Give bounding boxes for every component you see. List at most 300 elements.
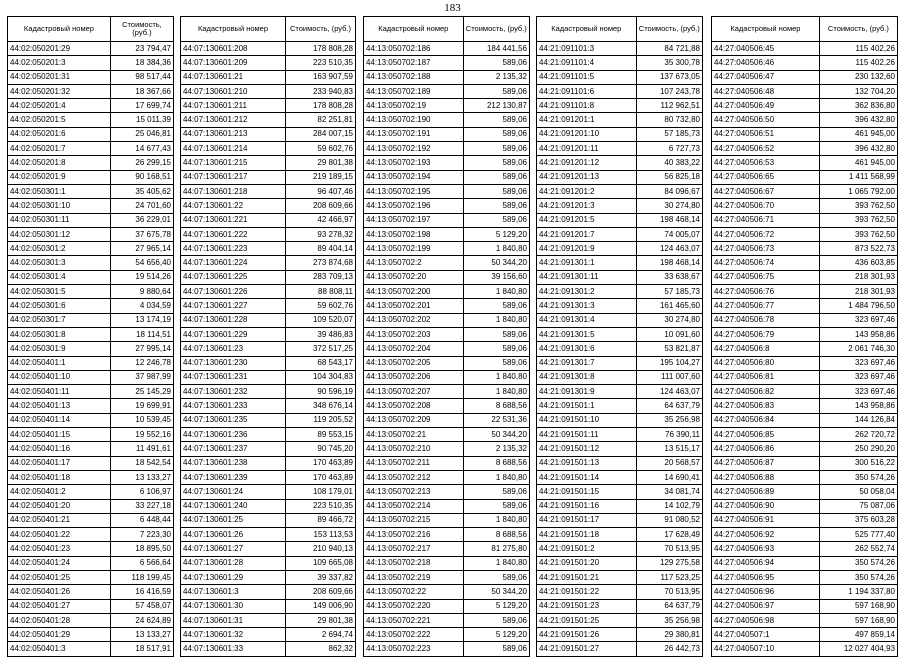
table-row <box>8 285 174 299</box>
cadastral-number: 44:07:130601:233 <box>181 399 286 413</box>
cadastral-number: 44:21:091201:12 <box>537 156 637 170</box>
table-row <box>712 270 898 284</box>
cost-value: 323 697,46 <box>819 356 897 370</box>
table-row <box>8 184 174 198</box>
table-row <box>537 399 703 413</box>
cost-value: 1 840,80 <box>463 470 529 484</box>
cost-value: 37 675,78 <box>110 227 173 241</box>
table-row <box>364 370 530 384</box>
table-row <box>537 184 703 198</box>
table-row <box>8 56 174 70</box>
cost-value: 19 552,16 <box>110 428 173 442</box>
cadastral-number: 44:27:040506:50 <box>712 113 820 127</box>
cost-value: 589,06 <box>463 170 529 184</box>
cost-value: 170 463,89 <box>286 456 356 470</box>
table-row <box>537 313 703 327</box>
cadastral-number: 44:07:130601:26 <box>181 528 286 542</box>
table-row <box>364 399 530 413</box>
cadastral-number: 44:21:091501:25 <box>537 613 637 627</box>
cost-value: 393 762,50 <box>819 213 897 227</box>
table-row <box>537 470 703 484</box>
cadastral-number: 44:21:091501:27 <box>537 642 637 656</box>
cost-value: 218 301,93 <box>819 270 897 284</box>
table-row <box>181 385 356 399</box>
cadastral-number: 44:27:040506:86 <box>712 442 820 456</box>
cost-value: 8 688,56 <box>463 399 529 413</box>
cost-value: 143 958,86 <box>819 399 897 413</box>
cost-value: 18 367,66 <box>110 84 173 98</box>
cost-value: 8 688,56 <box>463 456 529 470</box>
table-row <box>537 242 703 256</box>
table-row <box>537 613 703 627</box>
cost-value: 436 603,85 <box>819 256 897 270</box>
cadastral-number: 44:07:130601:209 <box>181 56 286 70</box>
cost-value: 2 135,32 <box>463 70 529 84</box>
cadastral-number: 44:27:040506:8 <box>712 342 820 356</box>
cadastral-number: 44:02:050401:23 <box>8 542 111 556</box>
cost-value: 1 840,80 <box>463 313 529 327</box>
cost-value: 589,06 <box>463 499 529 513</box>
cost-value: 208 609,66 <box>286 585 356 599</box>
cadastral-number: 44:13:050702:205 <box>364 356 464 370</box>
cadastral-number: 44:13:050702:209 <box>364 413 464 427</box>
cost-value: 589,06 <box>463 184 529 198</box>
table-row <box>537 285 703 299</box>
cadastral-number: 44:13:050702:22 <box>364 585 464 599</box>
cost-value: 1 840,80 <box>463 285 529 299</box>
table-row <box>181 184 356 198</box>
table-row <box>712 470 898 484</box>
table-row <box>537 256 703 270</box>
cost-value: 2 135,32 <box>463 442 529 456</box>
cadastral-number: 44:21:091101:3 <box>537 42 637 56</box>
cadastral-number: 44:13:050702:192 <box>364 142 464 156</box>
cost-value: 525 777,40 <box>819 528 897 542</box>
cadastral-number: 44:21:091501:16 <box>537 499 637 513</box>
cost-value: 30 274,80 <box>636 313 702 327</box>
cadastral-number: 44:13:050702:188 <box>364 70 464 84</box>
cadastral-number: 44:21:091201:2 <box>537 184 637 198</box>
cadastral-number: 44:07:130601:29 <box>181 570 286 584</box>
cost-value: 39 156,60 <box>463 270 529 284</box>
table-row <box>181 170 356 184</box>
cadastral-number: 44:21:091501:15 <box>537 485 637 499</box>
cadastral-number: 44:21:091201:11 <box>537 142 637 156</box>
table-row <box>364 642 530 656</box>
cost-value: 33 638,67 <box>636 270 702 284</box>
cadastral-number: 44:13:050702:189 <box>364 84 464 98</box>
table-row <box>537 299 703 313</box>
cost-value: 124 463,07 <box>636 385 702 399</box>
cost-value: 54 656,40 <box>110 256 173 270</box>
cost-value: 19 699,91 <box>110 399 173 413</box>
table-row <box>364 613 530 627</box>
cadastral-number: 44:21:091301:8 <box>537 370 637 384</box>
cadastral-number: 44:13:050702:204 <box>364 342 464 356</box>
cadastral-number: 44:21:091501:10 <box>537 413 637 427</box>
cost-value: 20 568,57 <box>636 456 702 470</box>
cost-value: 27 995,14 <box>110 342 173 356</box>
table-row <box>712 342 898 356</box>
header-cost: Стоимость, (руб.) <box>463 17 529 42</box>
cadastral-number: 44:27:040506:79 <box>712 327 820 341</box>
table-row <box>181 313 356 327</box>
cadastral-number: 44:27:040506:95 <box>712 570 820 584</box>
cadastral-number: 44:02:050201:7 <box>8 142 111 156</box>
cost-value: 589,06 <box>463 84 529 98</box>
table-row <box>364 585 530 599</box>
cadastral-number: 44:02:050301:12 <box>8 227 111 241</box>
cost-value: 1 840,80 <box>463 385 529 399</box>
cost-value: 589,06 <box>463 642 529 656</box>
cost-value: 178 808,28 <box>286 99 356 113</box>
cadastral-number: 44:07:130601:230 <box>181 356 286 370</box>
table-row <box>181 227 356 241</box>
cost-value: 90 168,51 <box>110 170 173 184</box>
table-row <box>712 485 898 499</box>
cost-value: 109 665,08 <box>286 556 356 570</box>
cost-value: 283 709,13 <box>286 270 356 284</box>
cost-value: 42 466,97 <box>286 213 356 227</box>
table-row <box>712 542 898 556</box>
cost-value: 15 011,39 <box>110 113 173 127</box>
cost-value: 56 825,18 <box>636 170 702 184</box>
cost-value: 273 874,68 <box>286 256 356 270</box>
cost-value: 50 344,20 <box>463 585 529 599</box>
table-row <box>364 184 530 198</box>
table-row <box>712 585 898 599</box>
cost-value: 14 677,43 <box>110 142 173 156</box>
cost-value: 362 836,80 <box>819 99 897 113</box>
cost-value: 24 701,60 <box>110 199 173 213</box>
table-row <box>8 385 174 399</box>
cadastral-number: 44:07:130601:212 <box>181 113 286 127</box>
table-row <box>181 570 356 584</box>
table-row <box>8 170 174 184</box>
cadastral-number: 44:02:050201:31 <box>8 70 111 84</box>
cadastral-number: 44:13:050702:202 <box>364 313 464 327</box>
cost-value: 348 676,14 <box>286 399 356 413</box>
table-row <box>181 613 356 627</box>
cost-value: 112 962,51 <box>636 99 702 113</box>
cadastral-number: 44:27:040506:92 <box>712 528 820 542</box>
table-row <box>181 42 356 56</box>
table-row <box>364 199 530 213</box>
cost-value: 18 384,36 <box>110 56 173 70</box>
table-row <box>537 270 703 284</box>
table-row <box>8 556 174 570</box>
header-cost: Стоимость, (руб.) <box>110 17 173 42</box>
table-row <box>181 470 356 484</box>
cadastral-number: 44:13:050702:221 <box>364 613 464 627</box>
table-row <box>364 385 530 399</box>
cadastral-number: 44:07:130601:223 <box>181 242 286 256</box>
table-row <box>537 56 703 70</box>
cost-value: 12 246,78 <box>110 356 173 370</box>
cost-value: 233 940,83 <box>286 84 356 98</box>
cadastral-number: 44:13:050702:219 <box>364 570 464 584</box>
cadastral-number: 44:02:050401:22 <box>8 528 111 542</box>
cadastral-number: 44:13:050702:21 <box>364 428 464 442</box>
cadastral-number: 44:21:091301:6 <box>537 342 637 356</box>
cadastral-number: 44:21:091501:17 <box>537 513 637 527</box>
table-row <box>537 385 703 399</box>
cost-value: 13 133,27 <box>110 628 173 642</box>
cost-value: 57 185,73 <box>636 127 702 141</box>
table-row <box>8 156 174 170</box>
cadastral-number: 44:13:050702:187 <box>364 56 464 70</box>
cost-value: 27 965,14 <box>110 242 173 256</box>
cadastral-number: 44:13:050702:195 <box>364 184 464 198</box>
table-row <box>712 213 898 227</box>
cost-value: 18 517,91 <box>110 642 173 656</box>
cost-value: 37 987,99 <box>110 370 173 384</box>
cost-value: 589,06 <box>463 56 529 70</box>
header-cost: Стоимость, (руб.) <box>819 17 897 42</box>
cost-value: 25 145,29 <box>110 385 173 399</box>
cost-value: 1 840,80 <box>463 556 529 570</box>
table-row <box>712 99 898 113</box>
cadastral-number: 44:27:040506:45 <box>712 42 820 56</box>
cost-value: 323 697,46 <box>819 370 897 384</box>
table-row <box>537 342 703 356</box>
cost-value: 74 005,07 <box>636 227 702 241</box>
cadastral-number: 44:02:050201:29 <box>8 42 111 56</box>
cost-value: 497 859,14 <box>819 628 897 642</box>
cost-value: 178 808,28 <box>286 42 356 56</box>
cadastral-number: 44:27:040506:48 <box>712 84 820 98</box>
cost-value: 119 205,52 <box>286 413 356 427</box>
table-row <box>8 84 174 98</box>
table-row <box>364 256 530 270</box>
table-row <box>8 313 174 327</box>
cadastral-number: 44:07:130601:239 <box>181 470 286 484</box>
table-row <box>712 356 898 370</box>
cadastral-number: 44:07:130601:24 <box>181 485 286 499</box>
table-row <box>181 84 356 98</box>
cadastral-number: 44:13:050702:216 <box>364 528 464 542</box>
table-row <box>537 227 703 241</box>
table-row <box>712 327 898 341</box>
table-row <box>364 470 530 484</box>
cadastral-number: 44:07:130601:22 <box>181 199 286 213</box>
cost-value: 144 126,84 <box>819 413 897 427</box>
cost-value: 84 096,67 <box>636 184 702 198</box>
header-cadastral: Кадастровый номер <box>181 17 286 42</box>
cadastral-number: 44:07:130601:28 <box>181 556 286 570</box>
table-row <box>364 84 530 98</box>
cadastral-number: 44:27:040506:49 <box>712 99 820 113</box>
table-row <box>364 528 530 542</box>
cost-value: 589,06 <box>463 199 529 213</box>
cost-value: 323 697,46 <box>819 385 897 399</box>
cost-value: 589,06 <box>463 127 529 141</box>
cost-value: 29 380,81 <box>636 628 702 642</box>
table-row <box>8 542 174 556</box>
table-row <box>537 570 703 584</box>
cost-value: 35 256,98 <box>636 413 702 427</box>
cost-value: 210 940,13 <box>286 542 356 556</box>
cadastral-number: 44:02:050401:3 <box>8 642 111 656</box>
table-row <box>537 513 703 527</box>
table-row <box>8 613 174 627</box>
table-row <box>712 370 898 384</box>
cost-value: 26 299,15 <box>110 156 173 170</box>
table-row <box>712 570 898 584</box>
cadastral-number: 44:07:130601:221 <box>181 213 286 227</box>
table-row <box>181 499 356 513</box>
cost-value: 375 603,28 <box>819 513 897 527</box>
cost-value: 23 794,47 <box>110 42 173 56</box>
cost-value: 396 432,80 <box>819 142 897 156</box>
cadastral-number: 44:02:050401:24 <box>8 556 111 570</box>
cadastral-number: 44:02:050401:20 <box>8 499 111 513</box>
table-row <box>181 399 356 413</box>
table-row <box>712 456 898 470</box>
table-row <box>537 42 703 56</box>
cadastral-number: 44:13:050702:194 <box>364 170 464 184</box>
cadastral-number: 44:13:050702:206 <box>364 370 464 384</box>
cost-value: 10 539,45 <box>110 413 173 427</box>
cadastral-number: 44:13:050702:191 <box>364 127 464 141</box>
cadastral-number: 44:02:050401:13 <box>8 399 111 413</box>
cadastral-number: 44:27:040506:88 <box>712 470 820 484</box>
cadastral-number: 44:27:040506:97 <box>712 599 820 613</box>
cadastral-number: 44:27:040506:84 <box>712 413 820 427</box>
table-row <box>712 642 898 656</box>
cost-value: 117 523,25 <box>636 570 702 584</box>
cadastral-number: 44:13:050702:199 <box>364 242 464 256</box>
cost-value: 1 840,80 <box>463 242 529 256</box>
cadastral-number: 44:02:050401:26 <box>8 585 111 599</box>
cost-value: 24 624,89 <box>110 613 173 627</box>
table-row <box>364 99 530 113</box>
table-row <box>181 370 356 384</box>
table-row <box>8 327 174 341</box>
cost-value: 34 081,74 <box>636 485 702 499</box>
cost-value: 118 199,45 <box>110 570 173 584</box>
table-row <box>537 170 703 184</box>
cost-value: 82 251,81 <box>286 113 356 127</box>
cost-value: 350 574,26 <box>819 556 897 570</box>
table-row <box>8 470 174 484</box>
cost-value: 143 958,86 <box>819 327 897 341</box>
cadastral-number: 44:02:050301:1 <box>8 184 111 198</box>
table-row <box>364 599 530 613</box>
table-row <box>364 499 530 513</box>
cost-value: 589,06 <box>463 485 529 499</box>
table-row <box>537 428 703 442</box>
cost-value: 59 602,76 <box>286 142 356 156</box>
table-row <box>181 456 356 470</box>
cadastral-number: 44:13:050702:213 <box>364 485 464 499</box>
cadastral-number: 44:02:050201:5 <box>8 113 111 127</box>
cost-value: 350 574,26 <box>819 470 897 484</box>
cost-value: 25 046,81 <box>110 127 173 141</box>
cost-value: 2 694,74 <box>286 628 356 642</box>
cost-value: 5 129,20 <box>463 599 529 613</box>
cadastral-number: 44:07:130601:231 <box>181 370 286 384</box>
table-row <box>181 599 356 613</box>
cadastral-number: 44:07:130601:214 <box>181 142 286 156</box>
cost-value: 195 104,27 <box>636 356 702 370</box>
cadastral-number: 44:07:130601:27 <box>181 542 286 556</box>
cadastral-number: 44:13:050702:220 <box>364 599 464 613</box>
cadastral-number: 44:21:091501:22 <box>537 585 637 599</box>
table-row <box>537 542 703 556</box>
cadastral-number: 44:13:050702:215 <box>364 513 464 527</box>
table-row <box>364 142 530 156</box>
cadastral-number: 44:21:091301:1 <box>537 256 637 270</box>
cadastral-number: 44:02:050301:6 <box>8 299 111 313</box>
cost-value: 53 821,87 <box>636 342 702 356</box>
table-row <box>181 528 356 542</box>
table-row <box>181 342 356 356</box>
cost-value: 153 113,53 <box>286 528 356 542</box>
table-row <box>364 42 530 56</box>
table-row <box>364 313 530 327</box>
cost-value: 39 337,82 <box>286 570 356 584</box>
cost-value: 88 808,11 <box>286 285 356 299</box>
table-row <box>712 242 898 256</box>
cadastral-number: 44:27:040506:67 <box>712 184 820 198</box>
cadastral-number: 44:21:091201:7 <box>537 227 637 241</box>
cost-value: 323 697,46 <box>819 313 897 327</box>
table-row <box>364 270 530 284</box>
cadastral-number: 44:27:040506:65 <box>712 170 820 184</box>
table-row <box>8 299 174 313</box>
cadastral-number: 44:02:050401:18 <box>8 470 111 484</box>
table-row <box>181 327 356 341</box>
cadastral-number: 44:13:050702:20 <box>364 270 464 284</box>
cost-value: 6 448,44 <box>110 513 173 527</box>
cadastral-number: 44:02:050301:11 <box>8 213 111 227</box>
cost-value: 9 880,64 <box>110 285 173 299</box>
cadastral-number: 44:21:091201:10 <box>537 127 637 141</box>
cost-value: 300 516,22 <box>819 456 897 470</box>
table-row <box>364 299 530 313</box>
page-number: 183 <box>444 2 461 14</box>
cost-value: 70 513,95 <box>636 542 702 556</box>
table-row <box>181 356 356 370</box>
cadastral-number: 44:13:050702:218 <box>364 556 464 570</box>
table-row <box>8 213 174 227</box>
cadastral-number: 44:07:130601:237 <box>181 442 286 456</box>
table-row <box>8 428 174 442</box>
cadastral-number: 44:13:050702:210 <box>364 442 464 456</box>
table-row <box>181 142 356 156</box>
table-row <box>364 513 530 527</box>
cost-value: 98 517,44 <box>110 70 173 84</box>
table-row <box>8 370 174 384</box>
cadastral-number: 44:07:130601:235 <box>181 413 286 427</box>
cost-value: 11 491,61 <box>110 442 173 456</box>
cadastral-table-1 <box>7 16 174 657</box>
cadastral-number: 44:07:130601:215 <box>181 156 286 170</box>
table-row <box>8 270 174 284</box>
cost-value: 57 185,73 <box>636 285 702 299</box>
table-row <box>8 70 174 84</box>
table-row <box>364 56 530 70</box>
table-row <box>364 542 530 556</box>
cadastral-number: 44:13:050702:211 <box>364 456 464 470</box>
table-row <box>181 270 356 284</box>
table-row <box>181 299 356 313</box>
cadastral-number: 44:13:050702:186 <box>364 42 464 56</box>
cost-value: 212 130,87 <box>463 99 529 113</box>
cost-value: 6 727,73 <box>636 142 702 156</box>
cost-value: 223 510,35 <box>286 499 356 513</box>
